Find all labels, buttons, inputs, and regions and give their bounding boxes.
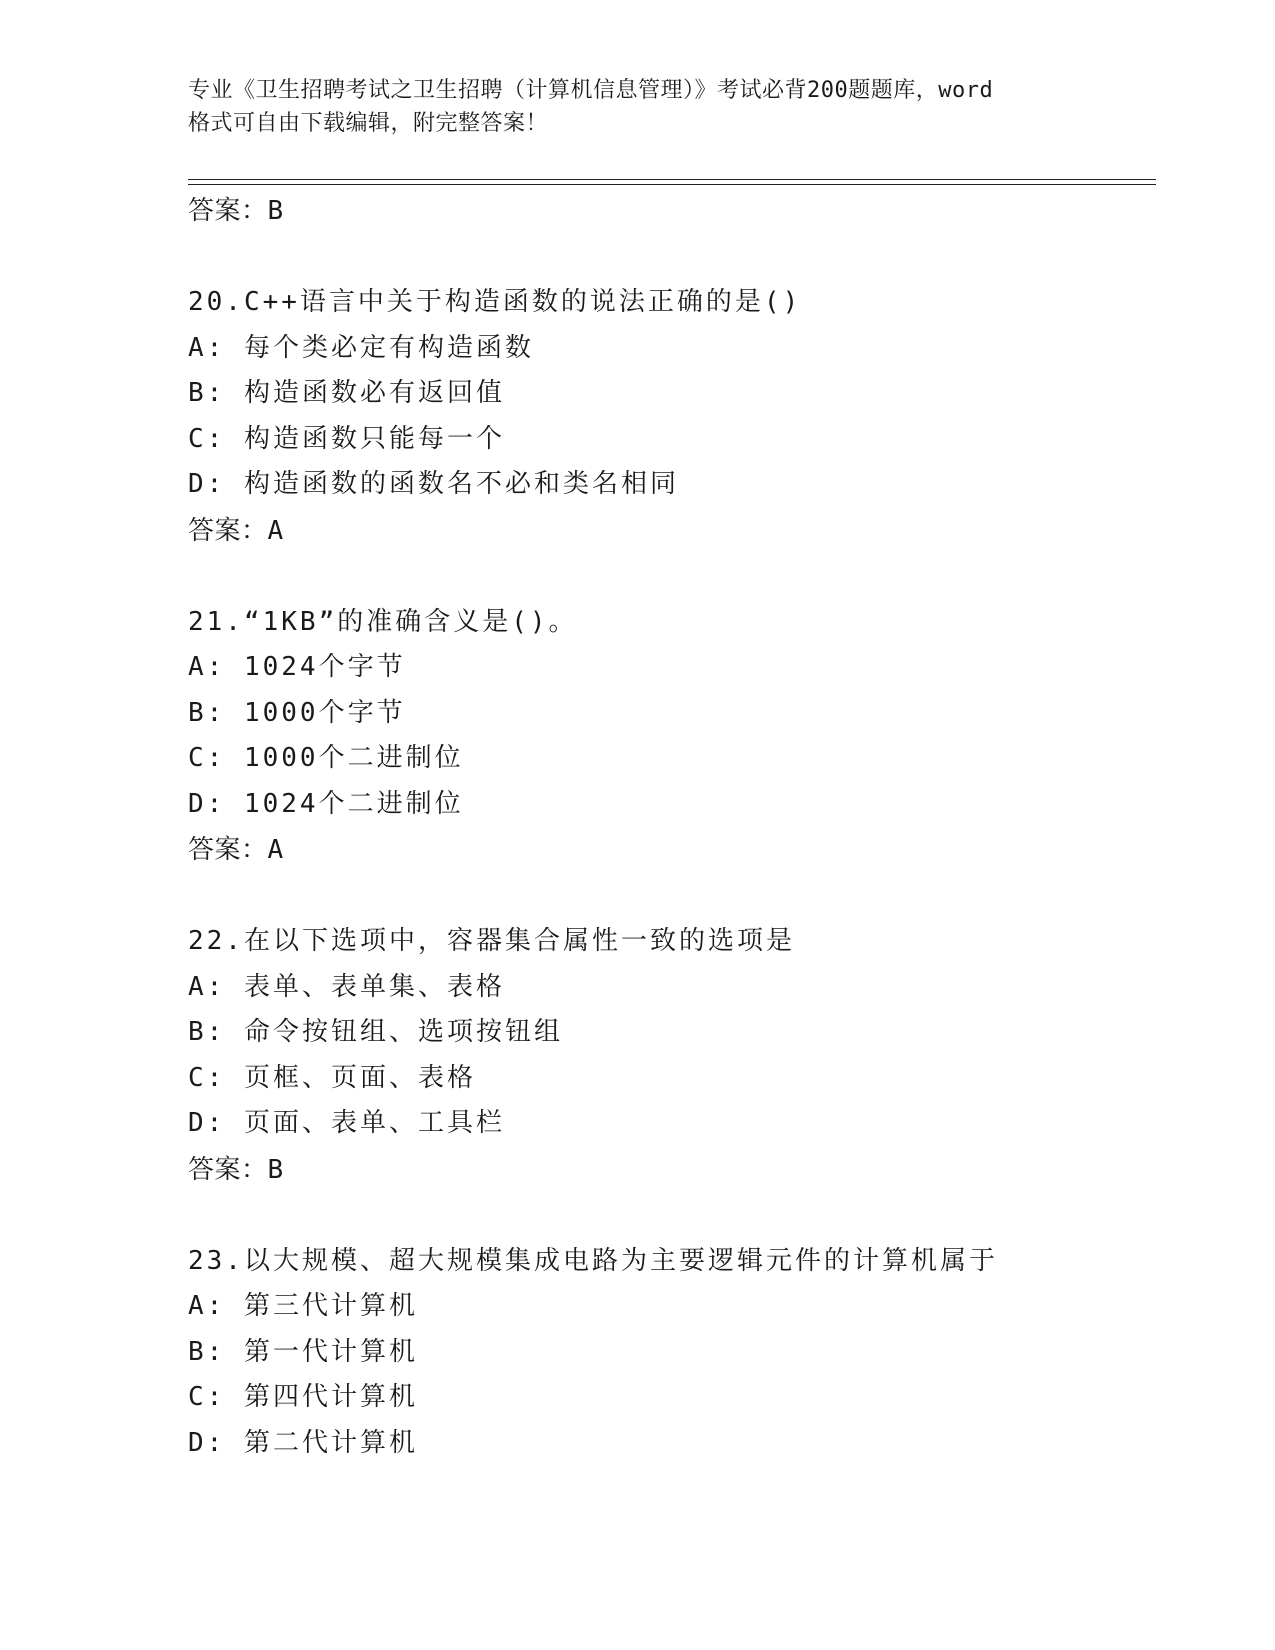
header-line-1: 专业《卫生招聘考试之卫生招聘（计算机信息管理）》考试必背200题题库，word xyxy=(188,78,994,103)
question-text: 23.以大规模、超大规模集成电路为主要逻辑元件的计算机属于 xyxy=(188,1245,998,1276)
option-c: C: 构造函数只能每一个 xyxy=(188,423,505,454)
option-b: B: 1000个字节 xyxy=(188,697,406,728)
option-a: A: 每个类必定有构造函数 xyxy=(188,332,534,363)
header-line-2: 格式可自由下载编辑，附完整答案！ xyxy=(188,111,549,136)
option-c: C: 1000个二进制位 xyxy=(188,743,464,773)
answer-label: 答案：A xyxy=(188,515,284,546)
option-d: D: 1024个二进制位 xyxy=(188,788,464,819)
option-d: D: 页面、表单、工具栏 xyxy=(188,1108,505,1138)
question-text: 21.“1KB”的准确含义是()。 xyxy=(188,606,578,637)
header-divider-bottom xyxy=(188,184,1156,185)
answer-label: 答案：B xyxy=(188,1154,284,1185)
question-text: 20.C++语言中关于构造函数的说法正确的是() xyxy=(188,287,802,317)
option-c: C: 页框、页面、表格 xyxy=(188,1062,476,1093)
option-a: A: 1024个字节 xyxy=(188,652,406,682)
question-20 xyxy=(188,280,1156,554)
option-a: A: 第三代计算机 xyxy=(188,1291,418,1321)
question-list xyxy=(188,188,1156,1466)
option-d: D: 构造函数的函数名不必和类名相同 xyxy=(188,469,679,499)
question-22 xyxy=(188,919,1156,1193)
option-a: A: 表单、表单集、表格 xyxy=(188,971,505,1002)
question-text: 22.在以下选项中，容器集合属性一致的选项是 xyxy=(188,926,795,956)
option-b: B: 构造函数必有返回值 xyxy=(188,378,505,408)
option-d: D: 第二代计算机 xyxy=(188,1427,418,1458)
question-23 xyxy=(188,1239,1156,1467)
option-b: B: 命令按钮组、选项按钮组 xyxy=(188,1017,563,1047)
question-21 xyxy=(188,600,1156,874)
answer-label: 答案：A xyxy=(188,835,284,865)
header-divider-top xyxy=(188,179,1156,180)
option-c: C: 第四代计算机 xyxy=(188,1382,418,1412)
document-header xyxy=(188,74,1088,140)
answer-label: 答案：B xyxy=(188,196,284,226)
option-b: B: 第一代计算机 xyxy=(188,1336,418,1367)
